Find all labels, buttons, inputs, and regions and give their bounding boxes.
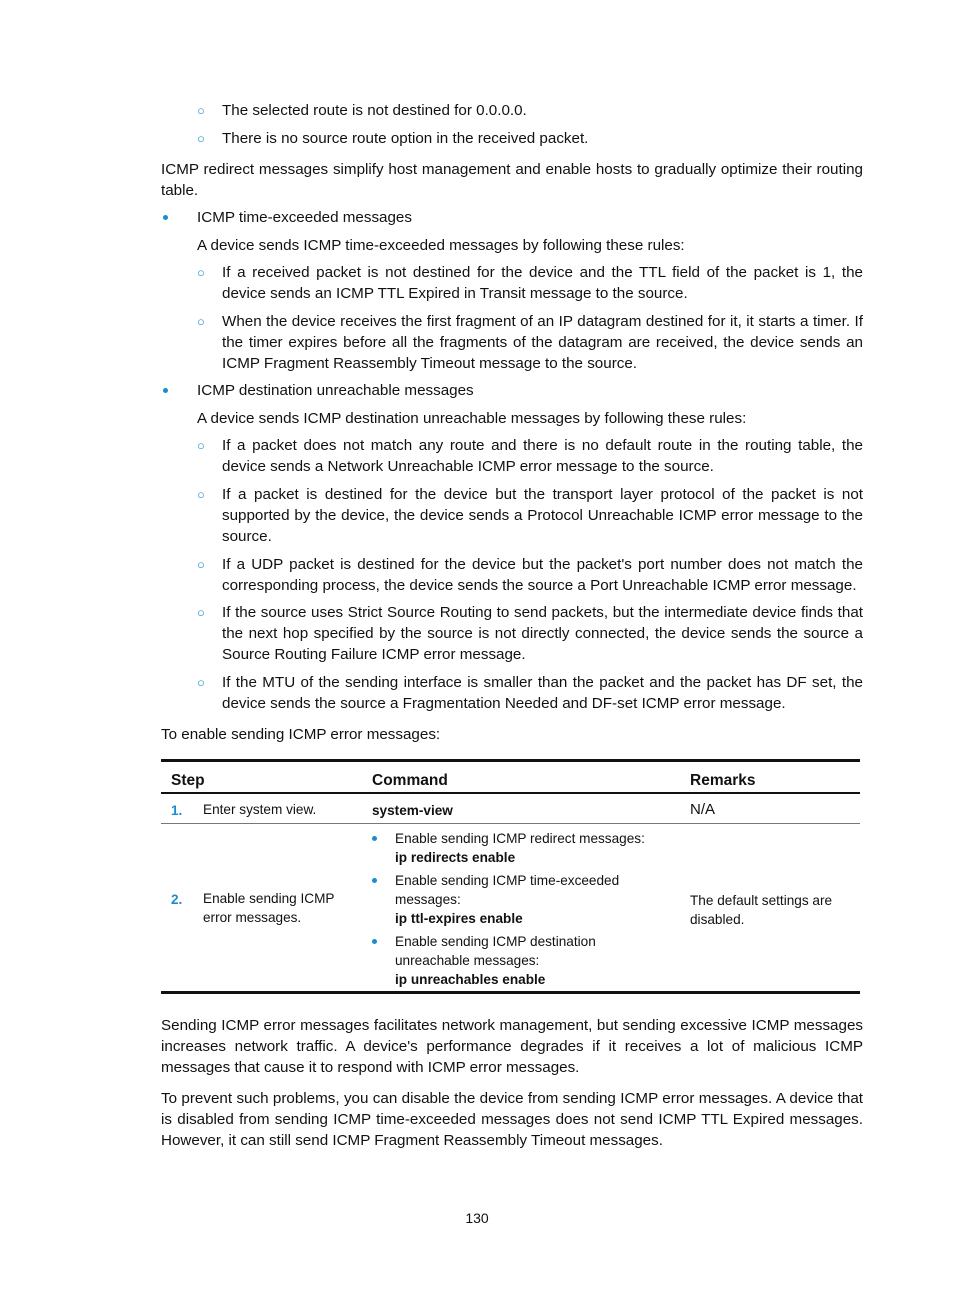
bullet-icon [163,388,168,393]
unreachable-lead: A device sends ICMP destination unreachable messages by following these rules: [197,410,747,427]
remarks-cell: N/A [690,801,716,818]
command-keyword: ip unreachables enable [395,972,546,987]
table-row-rule [161,823,860,824]
step-description: Enable sending ICMP error messages. [203,891,335,925]
redirect-paragraph: ICMP redirect messages simplify host management and enable hosts to gradually optimize their routing table. [161,161,863,199]
table-header-rule [161,792,860,794]
step-description: Enter system view. [203,802,317,817]
header-remarks: Remarks [690,772,756,789]
circle-bullet-icon: ○ [197,314,205,329]
header-command: Command [372,772,448,789]
circle-bullet-icon: ○ [197,131,205,146]
circle-bullet-icon: ○ [197,265,205,280]
bullet-icon [372,878,377,883]
command-keyword: system-view [372,803,453,818]
circle-bullet-icon: ○ [197,487,205,502]
bullet-icon [372,836,377,841]
header-step: Step [171,772,205,789]
bullet-icon [372,939,377,944]
command-keyword: ip redirects enable [395,850,516,865]
circle-bullet-icon: ○ [197,103,205,118]
step-number: 1. [171,803,183,818]
remarks-cell: The default settings are disabled. [690,893,833,927]
step-number: 2. [171,892,183,907]
circle-bullet-icon: ○ [197,605,205,620]
page-number: 130 [465,1210,489,1226]
closing-paragraph: Sending ICMP error messages facilitates network management, but sending excessive ICMP messages increases network traffic. A device's performance degrades if it receives a lot of malicious ICMP messages that cause it to respond with ICMP error messages. [161,1017,863,1076]
circle-bullet-icon: ○ [197,557,205,572]
circle-bullet-icon: ○ [197,438,205,453]
command-keyword: ip ttl-expires enable [395,911,523,926]
closing-paragraph: To prevent such problems, you can disable the device from sending ICMP error messages. A device that is disabled from sending ICMP time-exceeded messages does not send ICMP TTL Expired messages. However, it can still send ICMP Fragment Reassembly Timeout messages. [161,1090,863,1149]
circle-bullet-icon: ○ [197,675,205,690]
time-exceeded-lead: A device sends ICMP time-exceeded messages by following these rules: [197,237,685,254]
table-top-rule [161,759,860,762]
bullet-icon [163,215,168,220]
table-bottom-rule [161,991,860,994]
table-intro: To enable sending ICMP error messages: [161,726,441,743]
